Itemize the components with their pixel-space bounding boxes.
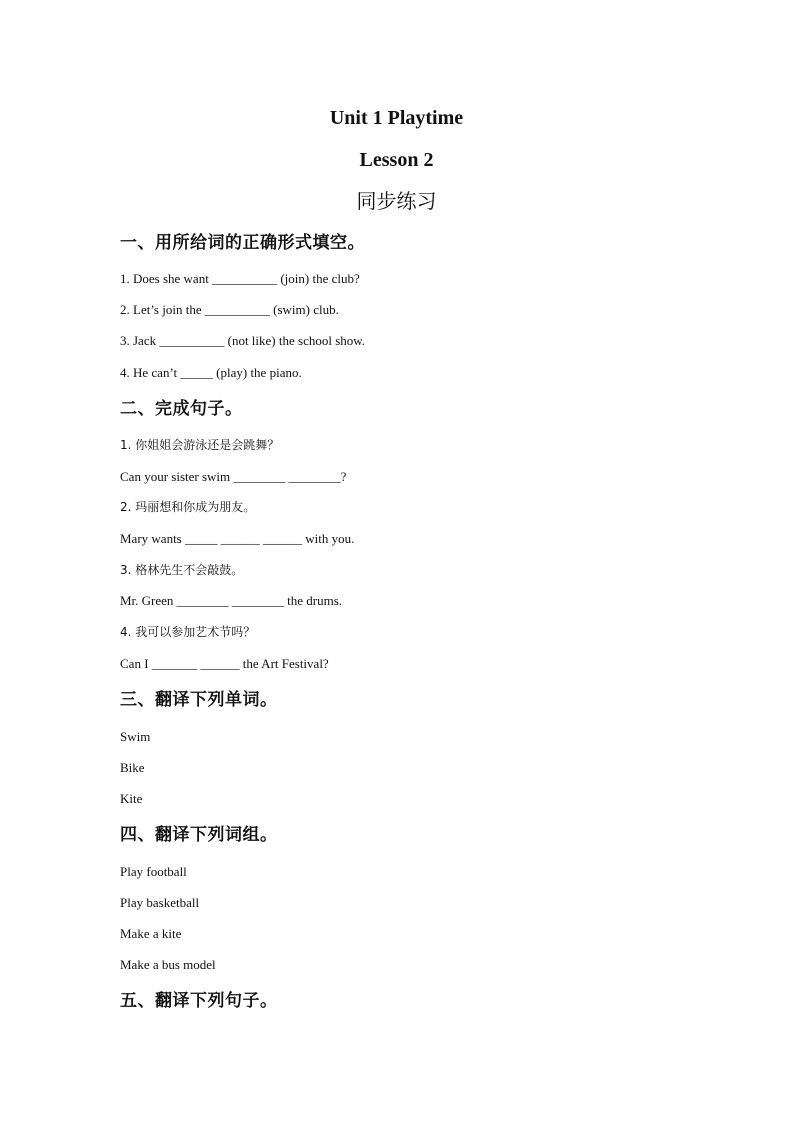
section-3-word-2: Bike	[120, 760, 145, 775]
section-2-prompt-3: 3. 格林先生不会敲鼓。	[120, 563, 244, 577]
section-1-item-4	[120, 365, 302, 381]
answer-blank[interactable]: __________	[212, 271, 278, 286]
section-2-answer-3[interactable]: Mr. Green ________ ________ the drums.	[120, 593, 343, 608]
item-text: (join) the club?	[277, 271, 360, 286]
answer-blank[interactable]: _____	[180, 365, 213, 380]
section-4-phrase-3: Make a kite	[120, 926, 182, 941]
lesson-title: Lesson 2	[359, 149, 434, 171]
item-text: 1. Does she want	[120, 271, 213, 286]
section-2-answer-1[interactable]: Can your sister swim ________ ________?	[120, 469, 347, 484]
section-2-prompt-4: 4. 我可以参加艺术节吗？	[120, 625, 256, 639]
section-2-answer-2[interactable]: Mary wants _____ ______ ______ with you.	[120, 531, 355, 546]
section-2-answer-4[interactable]: Can I _______ ______ the Art Festival?	[120, 656, 329, 671]
section-1-item-3	[120, 333, 365, 349]
answer-blank[interactable]: __________	[204, 302, 270, 317]
section-5-heading: 五、翻译下列句子。	[120, 991, 278, 1011]
unit-title: Unit 1 Playtime	[329, 107, 464, 129]
section-3-word-3: Kite	[120, 791, 143, 806]
item-text: (not like) the school show.	[224, 333, 366, 348]
answer-blank[interactable]: __________	[159, 333, 225, 348]
section-1-heading: 一、用所给词的正确形式填空。	[120, 233, 365, 253]
section-3-heading: 三、翻译下列单词。	[120, 690, 278, 710]
section-1-item-1	[120, 271, 360, 287]
item-text: 3. Jack	[120, 333, 160, 348]
section-4-phrase-2: Play basketball	[120, 895, 200, 910]
section-2-heading: 二、完成句子。	[120, 399, 243, 419]
section-4-phrase-1: Play football	[120, 864, 187, 879]
section-2-prompt-1: 1. 你姐姐会游泳还是会跳舞？	[120, 438, 280, 452]
section-1-item-2	[120, 302, 339, 318]
item-text: 4. He can’t	[120, 365, 181, 380]
item-text: (play) the piano.	[212, 365, 302, 380]
item-text: 2. Let’s join the	[120, 302, 205, 317]
section-2-prompt-2: 2. 玛丽想和你成为朋友。	[120, 500, 256, 514]
section-4-heading: 四、翻译下列词组。	[120, 825, 278, 845]
section-4-phrase-4: Make a bus model	[120, 957, 216, 972]
worksheet-subtitle: 同步练习	[356, 189, 437, 213]
section-3-word-1: Swim	[120, 729, 151, 744]
item-text: (swim) club.	[269, 302, 339, 317]
